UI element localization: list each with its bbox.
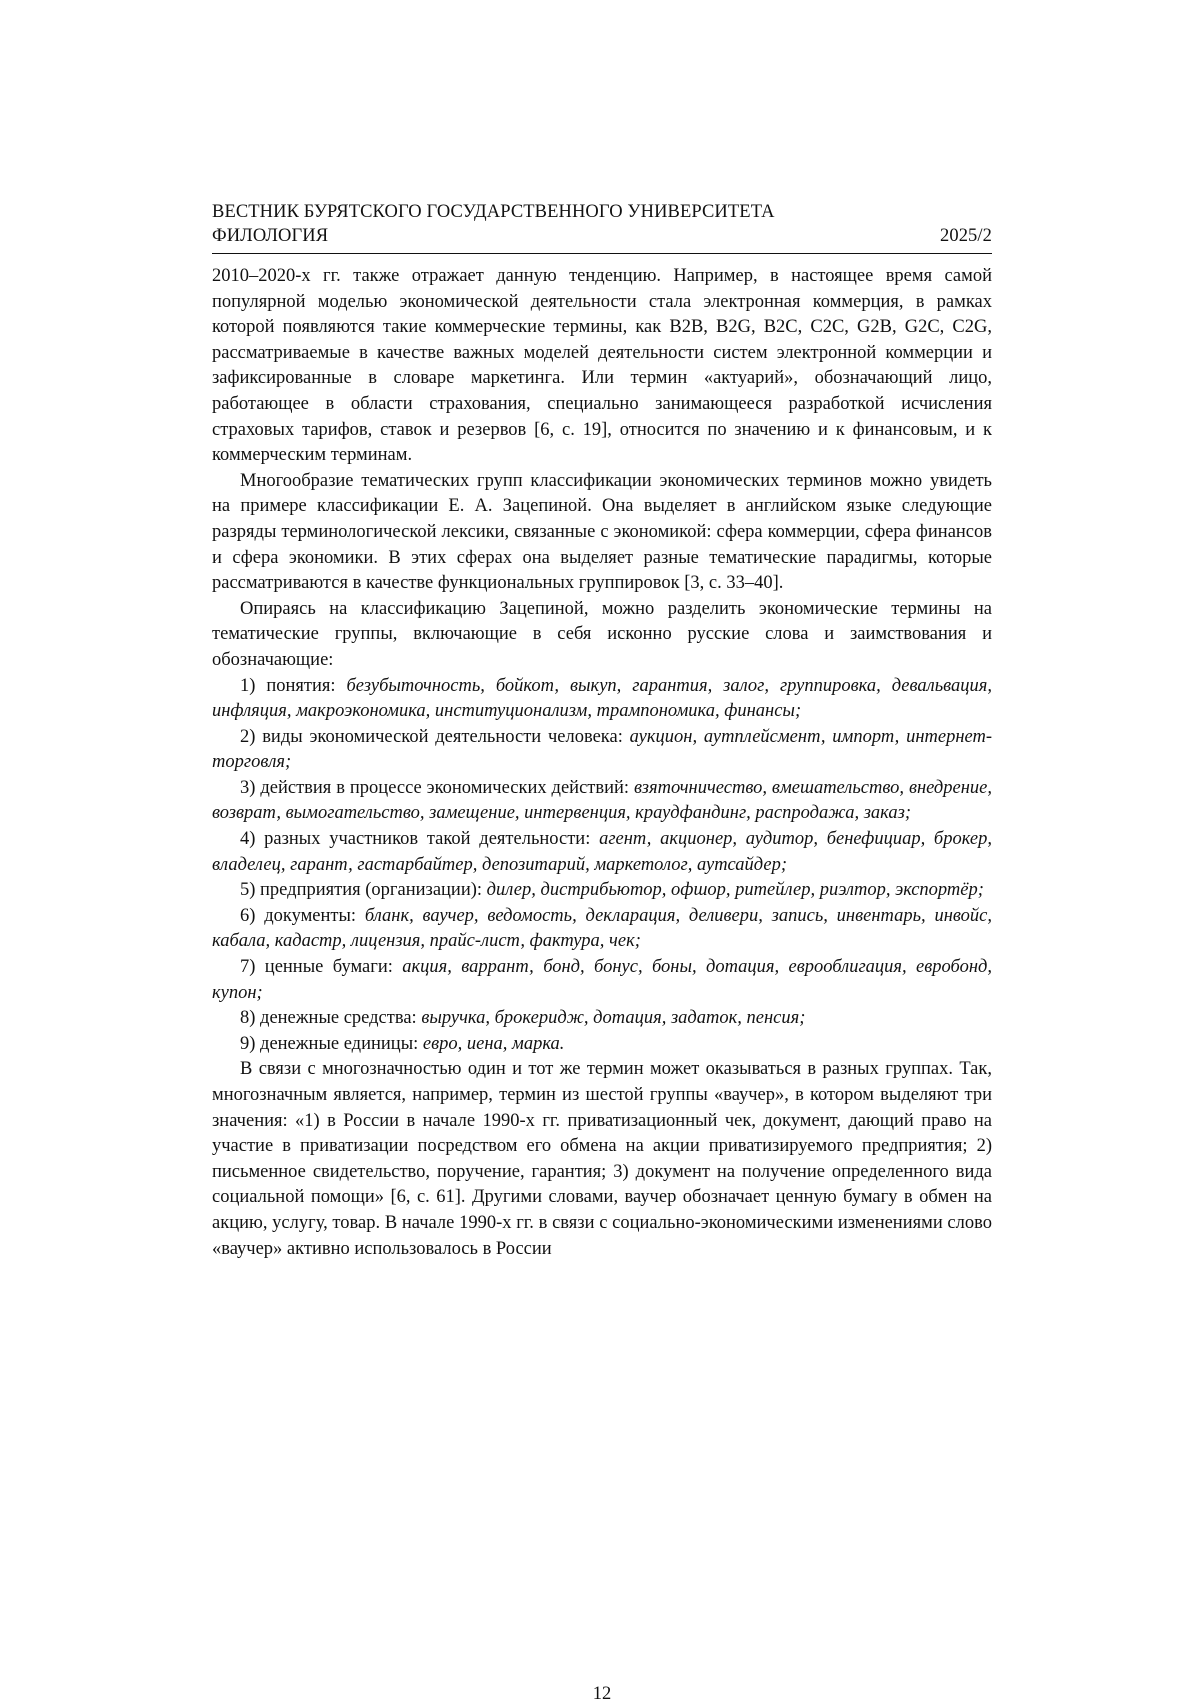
list-item-6 (212, 904, 992, 955)
list-item-8 (212, 1006, 992, 1032)
list-item-label: 4) разных участников такой деятельности: (240, 829, 599, 849)
paragraph-2: Многообразие тематических групп классификации экономических терминов можно увидеть на примере классификации Е. А. Зацепиной. Она выделяет в ан­глийском языке следующие разряды терминологической лексики, связанные с экономикой: сфера коммерции, сфера финансов и сфера экономики. В этих сферах она выделяет разные тематические парадигмы, которые рассматриваются в каче­стве функциональных группировок [3, с. 33–40]. (212, 469, 992, 597)
header-rule (212, 253, 992, 254)
paragraph-3: Опираясь на классификацию Зацепиной, можно разделить экономические тер­мины на тематические группы, включающие в себя исконно русские слова и заим­ствования и обозначающие: (212, 597, 992, 674)
list-item-terms: взяточничество, вмешатель­ство, внедрение, возврат, вымогательство, замещение, интервенция, краудфан­динг, распродажа, заказ; (212, 778, 992, 824)
article-body (212, 264, 992, 1262)
section-title: ФИЛОЛОГИЯ (212, 224, 328, 248)
list-item-label: 7) ценные бумаги: (240, 957, 402, 977)
list-item-label: 2) виды экономической деятельности человека: (240, 727, 630, 747)
list-item-label: 9) денежные единицы: (240, 1034, 423, 1054)
list-item-5 (212, 878, 992, 904)
list-item-2 (212, 725, 992, 776)
issue-number: 2025/2 (940, 224, 992, 248)
list-item-label: 3) действия в процессе экономических действий: (240, 778, 634, 798)
list-item-terms: акция, варрант, бонд, бонус, боны, дотация, еврооблигация, евробонд, купон; (212, 957, 992, 1003)
paragraph-1: 2010–2020-х гг. также отражает данную тенденцию. Например, в настоящее время самой популярной моделью экономической деятельности стала электронная ком­мерция, в рамках которой появляются такие коммерческие термины, как B2B, B2G, B2C, C2C, G2B, G2C, C2G, рассматриваемые в качестве важных моделей де­ятельности систем электронной коммерции и зафиксированные в словаре марке­тинга. Или термин «актуарий», обозначающий лицо, работающее в области стра­хования, специально занимающееся разработкой исчисления страховых тарифов, ставок и резервов [6, с. 19], относится по значению и к финансовым, и к коммер­ческим терминам. (212, 264, 992, 469)
header-row (212, 224, 992, 248)
journal-header (212, 200, 992, 248)
list-item-label: 8) денежные средства: (240, 1008, 421, 1028)
list-item-terms: выручка, брокеридж, дотация, задаток, пенсия; (421, 1008, 805, 1028)
list-item-terms: евро, иена, марка. (423, 1034, 565, 1054)
list-item-label: 1) понятия: (240, 676, 347, 696)
page-number: 12 (212, 1684, 992, 1705)
list-item-terms: безубыточность, бойкот, выкуп, гарантия, залог, группировка, де­вальвация, инфляция, макроэкономика, институционализм, трампономика, фи­нансы; (212, 676, 992, 722)
page (212, 200, 992, 1262)
list-item-terms: бланк, ваучер, ведомость, декларация, деливери, запись, инвен­тарь, инвойс, кабала, кадастр, лицензия, прайс-лист, фактура, чек; (212, 906, 992, 952)
list-item-3 (212, 776, 992, 827)
list-item-9 (212, 1032, 992, 1058)
list-item-terms: дилер, дистрибьютор, офшор, ритейлер, риэл­тор, экспортёр; (487, 880, 984, 900)
journal-title: ВЕСТНИК БУРЯТСКОГО ГОСУДАРСТВЕННОГО УНИВЕРСИТЕТА (212, 200, 992, 224)
list-item-terms: агент, акционер, аудитор, бенефи­циар, брокер, владелец, гарант, гастарбайтер, депозитарий, маркетолог, аут­сайдер; (212, 829, 992, 875)
paragraph-4: В связи с многозначностью один и тот же термин может оказываться в разных группах. Так, многозначным является, например, термин из шестой группы «ваучер», в котором выделяют три значения: «1) в России в начале 1990-х гг. при­ватизационный чек, документ, дающий право на участие в приватизации посред­ством его обмена на акции приватизируемого предприятия; 2) письменное свиде­тельство, поручение, гарантия; 3) документ на получение определенного вида социальной помощи» [6, с. 61]. Другими словами, ваучер обозначает ценную бу­магу в обмен на акцию, услугу, товар. В начале 1990-х гг. в связи с социально-экономическими изменениями слово «ваучер» активно использовалось в России (212, 1057, 992, 1262)
list-item-label: 5) предприятия (организации): (240, 880, 487, 900)
list-item-7 (212, 955, 992, 1006)
list-item-1 (212, 674, 992, 725)
list-item-4 (212, 827, 992, 878)
list-item-terms: аукцион, аутплейсмент, им­порт, интернет-торговля; (212, 727, 992, 773)
list-item-label: 6) документы: (240, 906, 365, 926)
